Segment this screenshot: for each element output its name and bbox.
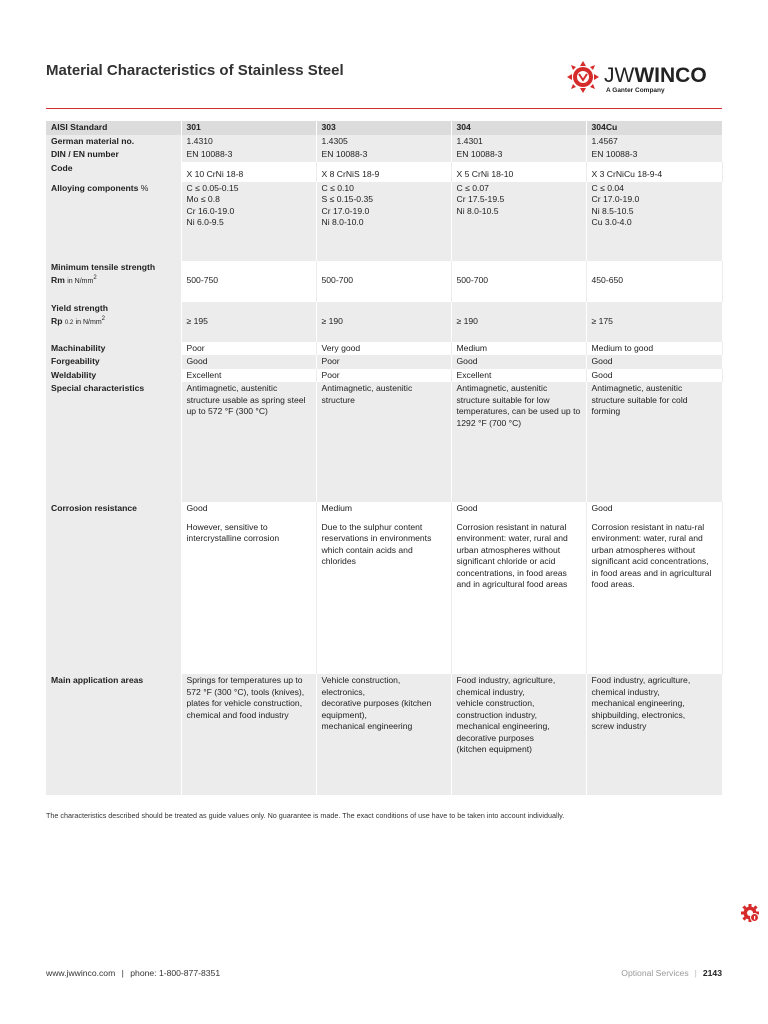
corrosion-detail: Corrosion resistant in natu-ral environment: water, rural and urban atmospheres without significant acid concentrations, in food areas and in agricultural food areas. bbox=[591, 521, 712, 589]
row-label-special: Special characteristics bbox=[46, 382, 181, 502]
yield-label-text: Yield strength bbox=[51, 302, 108, 313]
row-label-aisi: AISI Standard bbox=[46, 121, 181, 135]
table-cell: 1.4305 bbox=[316, 135, 451, 149]
table-cell: Antimagnetic, austenitic structure bbox=[316, 382, 451, 502]
table-cell: 1.4301 bbox=[451, 135, 586, 149]
cell-line: Ni 8.0-10.0 bbox=[321, 217, 364, 227]
cell-line: S ≤ 0.15-0.35 bbox=[321, 194, 374, 204]
table-cell bbox=[586, 502, 722, 674]
cell-line: (kitchen equipment) bbox=[456, 744, 532, 754]
cell-line: C ≤ 0.05-0.15 bbox=[186, 182, 239, 193]
table-cell: Poor bbox=[181, 342, 316, 356]
row-label-code: Code bbox=[46, 162, 181, 182]
page-title: Material Characteristics of Stainless Steel bbox=[46, 62, 344, 79]
table-row-applications bbox=[46, 674, 722, 795]
corrosion-detail: Corrosion resistant in natural environment: water, rural and urban atmospheres without significant chloride or acid concentrations, in food areas and in agricultural food areas bbox=[456, 521, 568, 589]
cell-line: chemical industry, bbox=[591, 686, 660, 697]
table-row-forgeability bbox=[46, 355, 722, 369]
tensile-symbol: Rm bbox=[51, 274, 65, 285]
corrosion-rating: Medium bbox=[321, 503, 353, 513]
jwwinco-logo-icon bbox=[566, 60, 600, 94]
table-cell: Medium to good bbox=[586, 342, 722, 356]
footer-section: Optional Services bbox=[621, 968, 689, 978]
table-cell bbox=[586, 674, 722, 795]
table-cell: X 8 CrNiS 18-9 bbox=[316, 162, 451, 182]
yield-symbol: Rp bbox=[51, 315, 63, 326]
table-cell: Medium bbox=[451, 342, 586, 356]
cell-line: mechanical engineering bbox=[321, 721, 413, 731]
tensile-unit: in N/mm bbox=[67, 277, 94, 285]
row-label-applications: Main application areas bbox=[46, 674, 181, 795]
table-cell: Good bbox=[451, 355, 586, 369]
table-cell bbox=[316, 182, 451, 261]
cell-line: Ni 8.0-10.5 bbox=[456, 205, 499, 216]
row-label-tensile bbox=[46, 261, 181, 302]
table-cell: 1.4567 bbox=[586, 135, 722, 149]
yield-unit: in N/mm bbox=[75, 318, 102, 326]
table-cell bbox=[181, 502, 316, 674]
table-cell: EN 10088-3 bbox=[181, 148, 316, 162]
col-header-301: 301 bbox=[181, 121, 316, 135]
yield-subscript: 0.2 bbox=[64, 319, 74, 326]
table-cell bbox=[451, 674, 586, 795]
table-cell bbox=[451, 502, 586, 674]
header-divider bbox=[46, 108, 722, 109]
tensile-unit-sup: 2 bbox=[93, 275, 97, 281]
table-cell bbox=[451, 182, 586, 261]
cell-line: mechanical engineering, bbox=[456, 721, 550, 731]
table-cell bbox=[586, 182, 722, 261]
table-cell: X 5 CrNi 18-10 bbox=[451, 162, 586, 182]
table-row-alloy bbox=[46, 182, 722, 261]
disclaimer-note: The characteristics described should be treated as guide values only. No guarantee is made. The exact conditions of use have to be taken into account individually. bbox=[46, 811, 565, 820]
row-label-alloy bbox=[46, 182, 181, 261]
cell-line: Ni 8.5-10.5 bbox=[591, 205, 634, 216]
cell-line: C ≤ 0.07 bbox=[456, 182, 489, 193]
alloy-unit: % bbox=[140, 182, 149, 193]
alloy-label-text: Alloying components bbox=[51, 182, 139, 193]
cell-line: Food industry, agriculture, bbox=[591, 675, 691, 685]
corrosion-rating: Good bbox=[591, 503, 613, 513]
cell-line: C ≤ 0.10 bbox=[321, 182, 354, 193]
page-number: 2143 bbox=[702, 968, 722, 978]
corrosion-detail: Due to the sulphur content reservations in environments which contain acids and chlorides bbox=[321, 521, 432, 566]
table-cell: Antimagnetic, austenitic structure suitable for cold forming bbox=[586, 382, 722, 502]
table-row-code bbox=[46, 162, 722, 182]
table-cell: 1.4310 bbox=[181, 135, 316, 149]
cell-line: shipbuilding, electronics, bbox=[591, 709, 686, 720]
cell-line: decorative purposes (kitchen equipment), bbox=[321, 698, 432, 720]
cell-line: electronics, bbox=[321, 686, 365, 697]
table-cell bbox=[181, 674, 316, 795]
company-logo bbox=[566, 60, 726, 98]
table-cell: Excellent bbox=[181, 369, 316, 383]
row-label-forgeability: Forgeability bbox=[46, 355, 181, 369]
table-cell: X 3 CrNiCu 18-9-4 bbox=[586, 162, 722, 182]
cell-line: mechanical engineering, bbox=[591, 698, 685, 708]
footer-website-link[interactable]: www.jwwinco.com bbox=[46, 968, 116, 978]
table-cell: Antimagnetic, austenitic structure usable as spring steel up to 572 °F (300 °C) bbox=[181, 382, 316, 502]
table-cell: EN 10088-3 bbox=[586, 148, 722, 162]
cell-line: decorative purposes bbox=[456, 732, 534, 743]
table-cell: ≥ 175 bbox=[586, 302, 722, 342]
corrosion-rating: Good bbox=[186, 503, 208, 513]
cell-line: Food industry, agriculture, bbox=[456, 675, 556, 685]
table-cell: Poor bbox=[316, 369, 451, 383]
yield-unit-sup: 2 bbox=[101, 316, 105, 322]
table-cell: EN 10088-3 bbox=[316, 148, 451, 162]
table-cell: Poor bbox=[316, 355, 451, 369]
table-cell: Very good bbox=[316, 342, 451, 356]
table-cell bbox=[316, 502, 451, 674]
footer-phone: phone: 1-800-877-8351 bbox=[130, 968, 221, 978]
cell-line: chemical industry, bbox=[456, 686, 525, 697]
table-cell: 500-700 bbox=[451, 261, 586, 302]
cell-line: Cr 17.0-19.0 bbox=[321, 205, 370, 216]
cell-line: Springs for temperatures up to 572 °F (300 °C), tools (knives), plates for vehicle construction, chemical and food industry bbox=[186, 675, 305, 720]
table-row-aisi bbox=[46, 121, 722, 135]
table-row-din bbox=[46, 148, 722, 162]
cell-line: Cr 16.0-19.0 bbox=[186, 205, 235, 216]
col-header-303: 303 bbox=[316, 121, 451, 135]
row-label-yield bbox=[46, 302, 181, 342]
cell-line: Cr 17.5-19.5 bbox=[456, 194, 505, 204]
cell-line: vehicle construction, bbox=[456, 698, 535, 708]
table-cell: EN 10088-3 bbox=[451, 148, 586, 162]
cell-line: C ≤ 0.04 bbox=[591, 182, 624, 193]
footer-contact bbox=[46, 968, 220, 978]
table-cell: ≥ 190 bbox=[451, 302, 586, 342]
table-cell: 450-650 bbox=[586, 261, 722, 302]
corrosion-detail: However, sensitive to intercrystalline corrosion bbox=[186, 521, 280, 543]
stainless-steel-table bbox=[46, 121, 723, 795]
table-row-special bbox=[46, 382, 722, 502]
table-row-weldability bbox=[46, 369, 722, 383]
logo-text-winco: WINCO bbox=[634, 64, 707, 87]
cell-line: construction industry, bbox=[456, 709, 538, 720]
gear-info-icon[interactable] bbox=[740, 903, 760, 923]
cell-line: Cr 17.0-19.0 bbox=[591, 194, 640, 204]
logo-tagline: A Ganter Company bbox=[606, 87, 665, 94]
table-cell bbox=[181, 182, 316, 261]
table-cell: Antimagnetic, austenitic structure suitable for low temperatures, can be used up to 1292 °F (700 °C) bbox=[451, 382, 586, 502]
cell-line: Vehicle construction, bbox=[321, 675, 401, 685]
row-label-din: DIN / EN number bbox=[46, 148, 181, 162]
row-label-weldability: Weldability bbox=[46, 369, 181, 383]
table-cell: 500-750 bbox=[181, 261, 316, 302]
table-cell: Good bbox=[181, 355, 316, 369]
table-cell: 500-700 bbox=[316, 261, 451, 302]
table-row-yield bbox=[46, 302, 722, 342]
col-header-304: 304 bbox=[451, 121, 586, 135]
table-row-tensile bbox=[46, 261, 722, 302]
table-cell: Excellent bbox=[451, 369, 586, 383]
footer-divider: | bbox=[121, 968, 124, 978]
table-cell bbox=[316, 674, 451, 795]
col-header-304cu: 304Cu bbox=[586, 121, 722, 135]
logo-text-jw: JW bbox=[604, 64, 635, 87]
footer-pagination bbox=[621, 968, 722, 978]
table-cell: Good bbox=[586, 369, 722, 383]
tensile-label-text: Minimum tensile strength bbox=[51, 261, 156, 272]
table-row-machinability bbox=[46, 342, 722, 356]
row-label-german: German material no. bbox=[46, 135, 181, 149]
row-label-corrosion: Corrosion resistance bbox=[46, 502, 181, 674]
corrosion-rating: Good bbox=[456, 503, 478, 513]
table-row-corrosion bbox=[46, 502, 722, 674]
cell-line: Mo ≤ 0.8 bbox=[186, 194, 220, 204]
cell-line: Ni 6.0-9.5 bbox=[186, 217, 224, 227]
table-cell: ≥ 195 bbox=[181, 302, 316, 342]
cell-line: Cu 3.0-4.0 bbox=[591, 217, 632, 227]
logo-wordmark bbox=[604, 64, 707, 88]
row-label-machinability: Machinability bbox=[46, 342, 181, 356]
table-row-german bbox=[46, 135, 722, 149]
table-cell: X 10 CrNi 18-8 bbox=[181, 162, 316, 182]
cell-line: screw industry bbox=[591, 721, 647, 731]
table-cell: Good bbox=[586, 355, 722, 369]
footer-divider: | bbox=[694, 968, 697, 978]
table-cell: ≥ 190 bbox=[316, 302, 451, 342]
